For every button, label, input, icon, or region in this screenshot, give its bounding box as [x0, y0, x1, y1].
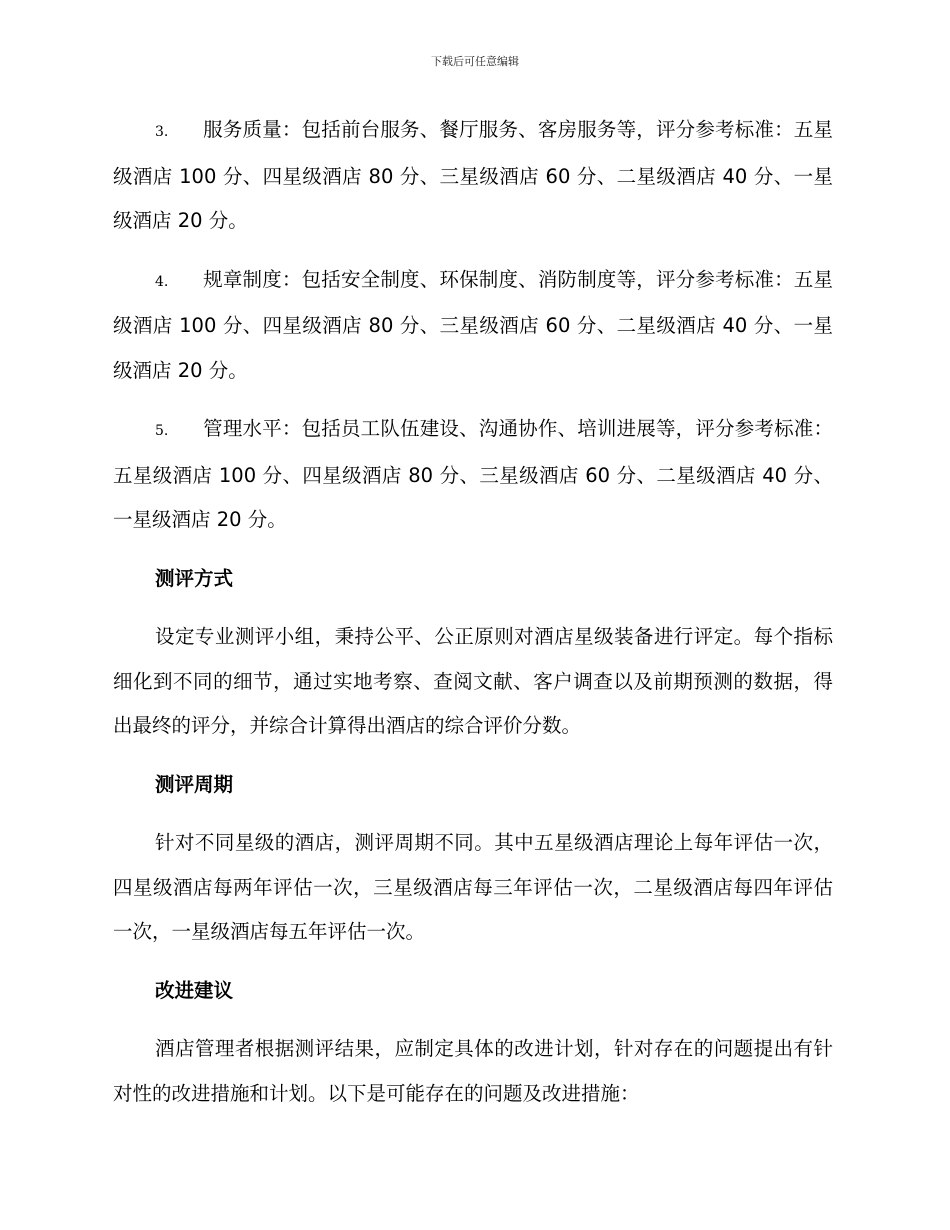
list-item	[113, 407, 833, 543]
list-item	[113, 108, 833, 244]
section-heading-evaluation-method: 测评方式	[155, 566, 234, 590]
section-heading-evaluation-cycle: 测评周期	[155, 772, 234, 796]
section-body: 设定专业测评小组，秉持公平、公正原则对酒店星级装备进行评定。每个指标细化到不同的细节，通过实地考察、查阅文献、客户调查以及前期预测的数据，得出最终的评分，并综合计算得出酒店的综合评价分数。	[113, 625, 833, 737]
item-number: 5.	[155, 423, 169, 439]
item-text: 管理水平：包括员工队伍建设、沟通协作、培训进展等，评分参考标准：五星级酒店 100 分、四星级酒店 80 分、三星级酒店 60 分、二星级酒店 40 分、一星级酒店 20 分。	[113, 417, 833, 531]
item-number: 4.	[155, 273, 169, 290]
section-body: 酒店管理者根据测评结果，应制定具体的改进计划，针对存在的问题提出有针对性的改进措施和计划。以下是可能存在的问题及改进措施：	[113, 1037, 833, 1105]
item-number: 3.	[155, 124, 169, 140]
item-text: 服务质量：包括前台服务、餐厅服务、客房服务等，评分参考标准：五星级酒店 100 分、四星级酒店 80 分、三星级酒店 60 分、二星级酒店 40 分、一星级酒店 20 分。	[113, 118, 833, 232]
list-item	[113, 258, 833, 394]
page-header: 下载后可任意编辑	[431, 55, 519, 68]
document-body	[113, 108, 833, 1130]
section-heading-improvement-suggestions: 改进建议	[155, 978, 234, 1002]
section-body: 针对不同星级的酒店，测评周期不同。其中五星级酒店理论上每年评估一次，四星级酒店每两年评估一次，三星级酒店每三年评估一次，二星级酒店每四年评估一次，一星级酒店每五年评估一次。	[113, 831, 833, 943]
item-text: 规章制度：包括安全制度、环保制度、消防制度等，评分参考标准：五星级酒店 100 分、四星级酒店 80 分、三星级酒店 60 分、二星级酒店 40 分、一星级酒店 20 分。	[113, 267, 833, 382]
